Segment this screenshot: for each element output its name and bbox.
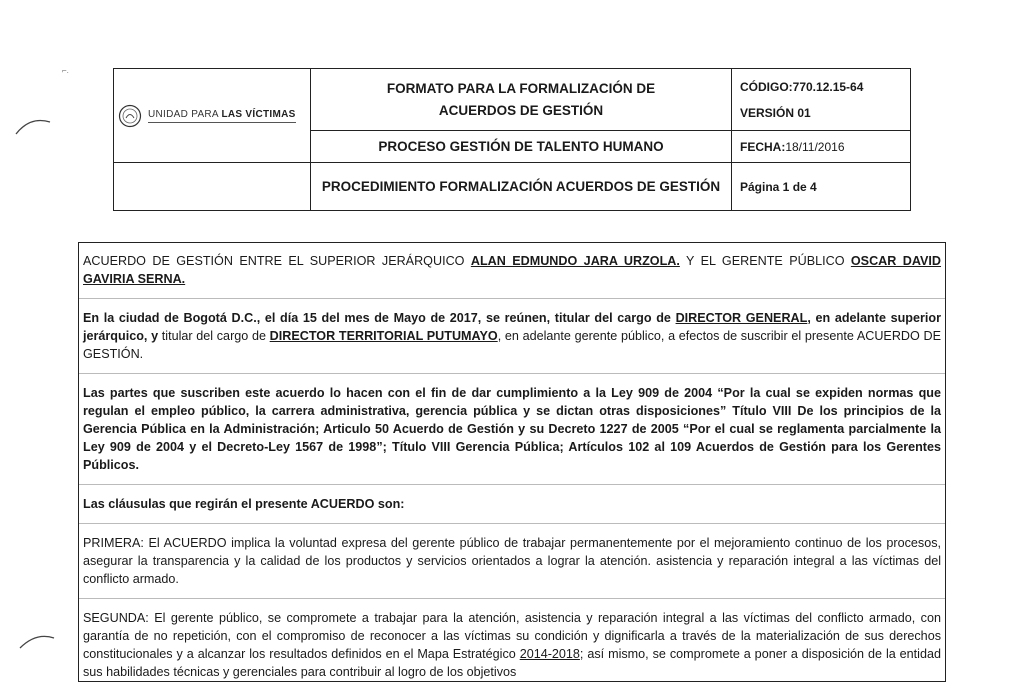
process-cell <box>311 131 732 163</box>
form-code: CÓDIGO:770.12.15-64 <box>740 79 864 94</box>
superior-name: ALAN EDMUNDO JARA URZOLA. <box>470 254 680 268</box>
meeting-text-3: titular del cargo de <box>161 329 270 343</box>
segunda-text-2: ; así mismo, se compromete a poner a disposición de la entidad sus habilidades técnicas y gerenciales para contribuir al logro de los objetivos <box>83 647 941 679</box>
page-cell <box>732 163 911 211</box>
divider <box>79 373 945 374</box>
manager-name: OSCAR DAVID GAVIRIA SERNA. <box>83 254 942 286</box>
divider <box>79 298 945 299</box>
intro-text-2: Y EL GERENTE PÚBLICO <box>679 254 851 268</box>
procedure-name: PROCEDIMIENTO FORMALIZACIÓN ACUERDOS DE GESTIÓN <box>321 179 721 194</box>
procedure-cell <box>311 163 732 211</box>
title-cell <box>311 69 732 131</box>
clause-primera: PRIMERA: El ACUERDO implica la voluntad expresa del gerente público de trabajar permanentemente por el mejoramiento continuo de los procesos, asegurar la transparencia y la calidad de los productos y servicios orientados a lograr la atención. asistencia y reparación integral a las víctimas del conflicto armado. <box>83 536 941 586</box>
hole-punch-arc-bottom <box>18 632 58 662</box>
date-value: 18/11/2016 <box>785 139 845 154</box>
logo-text: UNIDAD PARA LAS VÍCTIMAS <box>148 109 296 123</box>
divider <box>79 598 945 599</box>
process-name: PROCESO GESTIÓN DE TALENTO HUMANO <box>378 139 664 154</box>
scan-mark: ⌐. <box>62 66 69 75</box>
unidad-logo <box>114 104 310 128</box>
clause-segunda <box>83 609 941 681</box>
date-cell <box>732 131 911 163</box>
role-director-territorial: DIRECTOR TERRITORIAL PUTUMAYO <box>269 329 498 343</box>
seal-icon <box>118 104 142 128</box>
divider <box>79 484 945 485</box>
clauses-intro: Las cláusulas que regirán el presente ACUERDO son: <box>83 497 405 511</box>
document-header <box>113 68 911 211</box>
agreement-body <box>78 242 946 682</box>
form-title-line-1: FORMATO PARA LA FORMALIZACIÓN DE <box>386 80 656 96</box>
hole-punch-arc-top <box>14 108 54 138</box>
page-number: Página 1 de 4 <box>740 179 817 194</box>
meeting-text-4: , en adelante gerente público, a efectos de suscribir el presente ACUERDO DE GESTIÓN. <box>83 329 941 361</box>
role-director-general: DIRECTOR GENERAL <box>675 311 808 325</box>
intro-paragraph <box>83 252 941 288</box>
date-label: FECHA: <box>740 139 786 154</box>
logo-cell <box>114 69 311 163</box>
meeting-paragraph <box>83 309 941 363</box>
meeting-text-2: , en adelante superior jerárquico, y <box>83 311 941 343</box>
logo-cell-empty <box>114 163 311 211</box>
meeting-text-1: En la ciudad de Bogotá D.C., el día 15 del mes de Mayo de 2017, se reúnen, titular del cargo de <box>83 311 676 325</box>
strategic-map-years: 2014-2018 <box>519 647 580 661</box>
legal-paragraph: Las partes que suscriben este acuerdo lo hacen con el fin de dar cumplimiento a la Ley 909 de 2004 “Por la cual se expiden normas que regulan el empleo público, la carrera administrativa, gerencia pública y se dictan otras disposiciones” Título VIII De los principios de la Gerencia Pública en la Administración; Articulo 50 Acuerdo de Gestión y su Decreto 1227 de 2005 “Por el cual se reglamenta parcialmente la Ley 909 de 2004 y el Decreto-Ley 1567 de 1998”; Título VIII Gerencia Pública; Artículos 102 al 109 Acuerdos de Gestión para los Gerentes Públicos. <box>83 386 941 472</box>
segunda-text-1: SEGUNDA: El gerente público, se compromete a trabajar para la atención, asistencia y reparación integral a las víctimas del conflicto armado, con garantía de no repetición, con el compromiso de reconocer a las víctimas su condición y dignificarla a través de la materialización de sus derechos constitucionales y a alcanzar los resultados definidos en el Mapa Estratégico <box>83 611 941 661</box>
form-title-line-2: ACUERDOS DE GESTIÓN <box>438 102 604 118</box>
intro-text-1: ACUERDO DE GESTIÓN ENTRE EL SUPERIOR JERÁRQUICO <box>83 254 471 268</box>
form-version: VERSIÓN 01 <box>740 105 811 120</box>
divider <box>79 523 945 524</box>
code-cell <box>732 69 911 131</box>
